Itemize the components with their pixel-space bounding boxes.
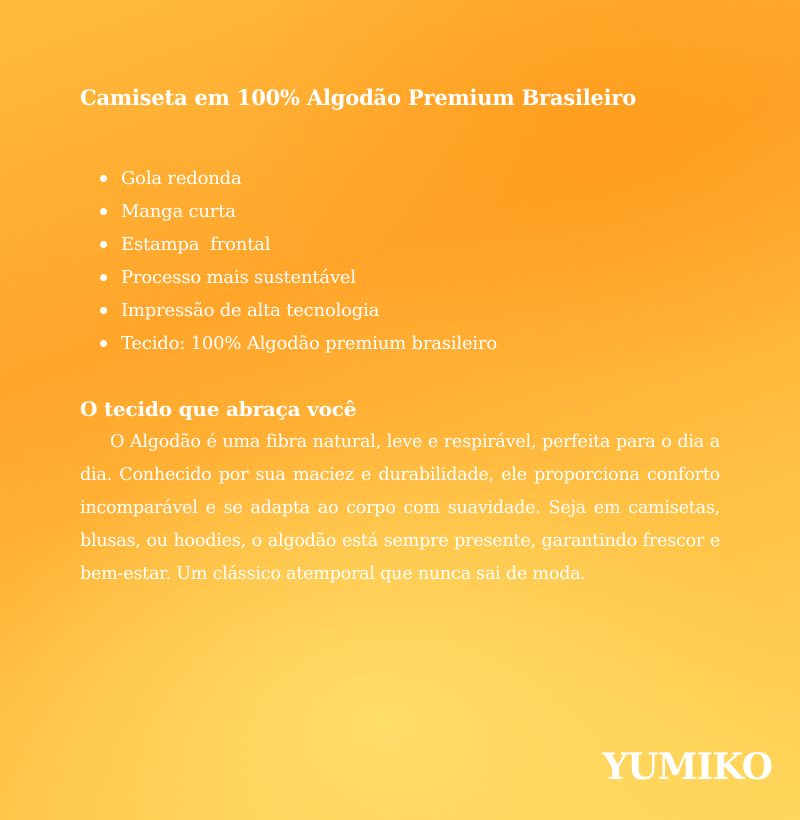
feature-item — [100, 195, 720, 228]
feature-item — [100, 294, 720, 327]
section-heading: O tecido que abraça você — [80, 397, 357, 421]
feature-label: Estampa frontal — [121, 234, 271, 255]
bullet-icon — [100, 175, 107, 182]
feature-label: Manga curta — [121, 201, 236, 222]
feature-item — [100, 327, 720, 360]
bullet-icon — [100, 208, 107, 215]
feature-list — [80, 162, 720, 360]
bullet-icon — [100, 307, 107, 314]
feature-label: Impressão de alta tecnologia — [121, 300, 380, 321]
feature-label: Gola redonda — [121, 168, 242, 189]
product-title: Camiseta em 100% Algodão Premium Brasileiro — [80, 85, 637, 110]
brand-logo: YUMIKO — [602, 746, 772, 788]
feature-label: Processo mais sustentável — [121, 267, 356, 288]
bullet-icon — [100, 241, 107, 248]
bullet-icon — [100, 274, 107, 281]
product-description — [80, 82, 720, 591]
section-paragraph: O Algodão é uma fibra natural, leve e respirável, perfeita para o dia a dia. Conhecido por sua maciez e durabilidade, ele proporciona conforto incomparável e se adapta ao corpo com suavidade. Seja em camisetas, blusas, ou hoodies, o algodão está sempre presente, garantindo frescor e bem-estar. Um clássico atemporal que nunca sai de moda. — [80, 432, 720, 584]
feature-item — [100, 261, 720, 294]
feature-label: Tecido: 100% Algodão premium brasileiro — [121, 333, 498, 354]
feature-item — [100, 162, 720, 195]
bullet-icon — [100, 340, 107, 347]
feature-item — [100, 228, 720, 261]
